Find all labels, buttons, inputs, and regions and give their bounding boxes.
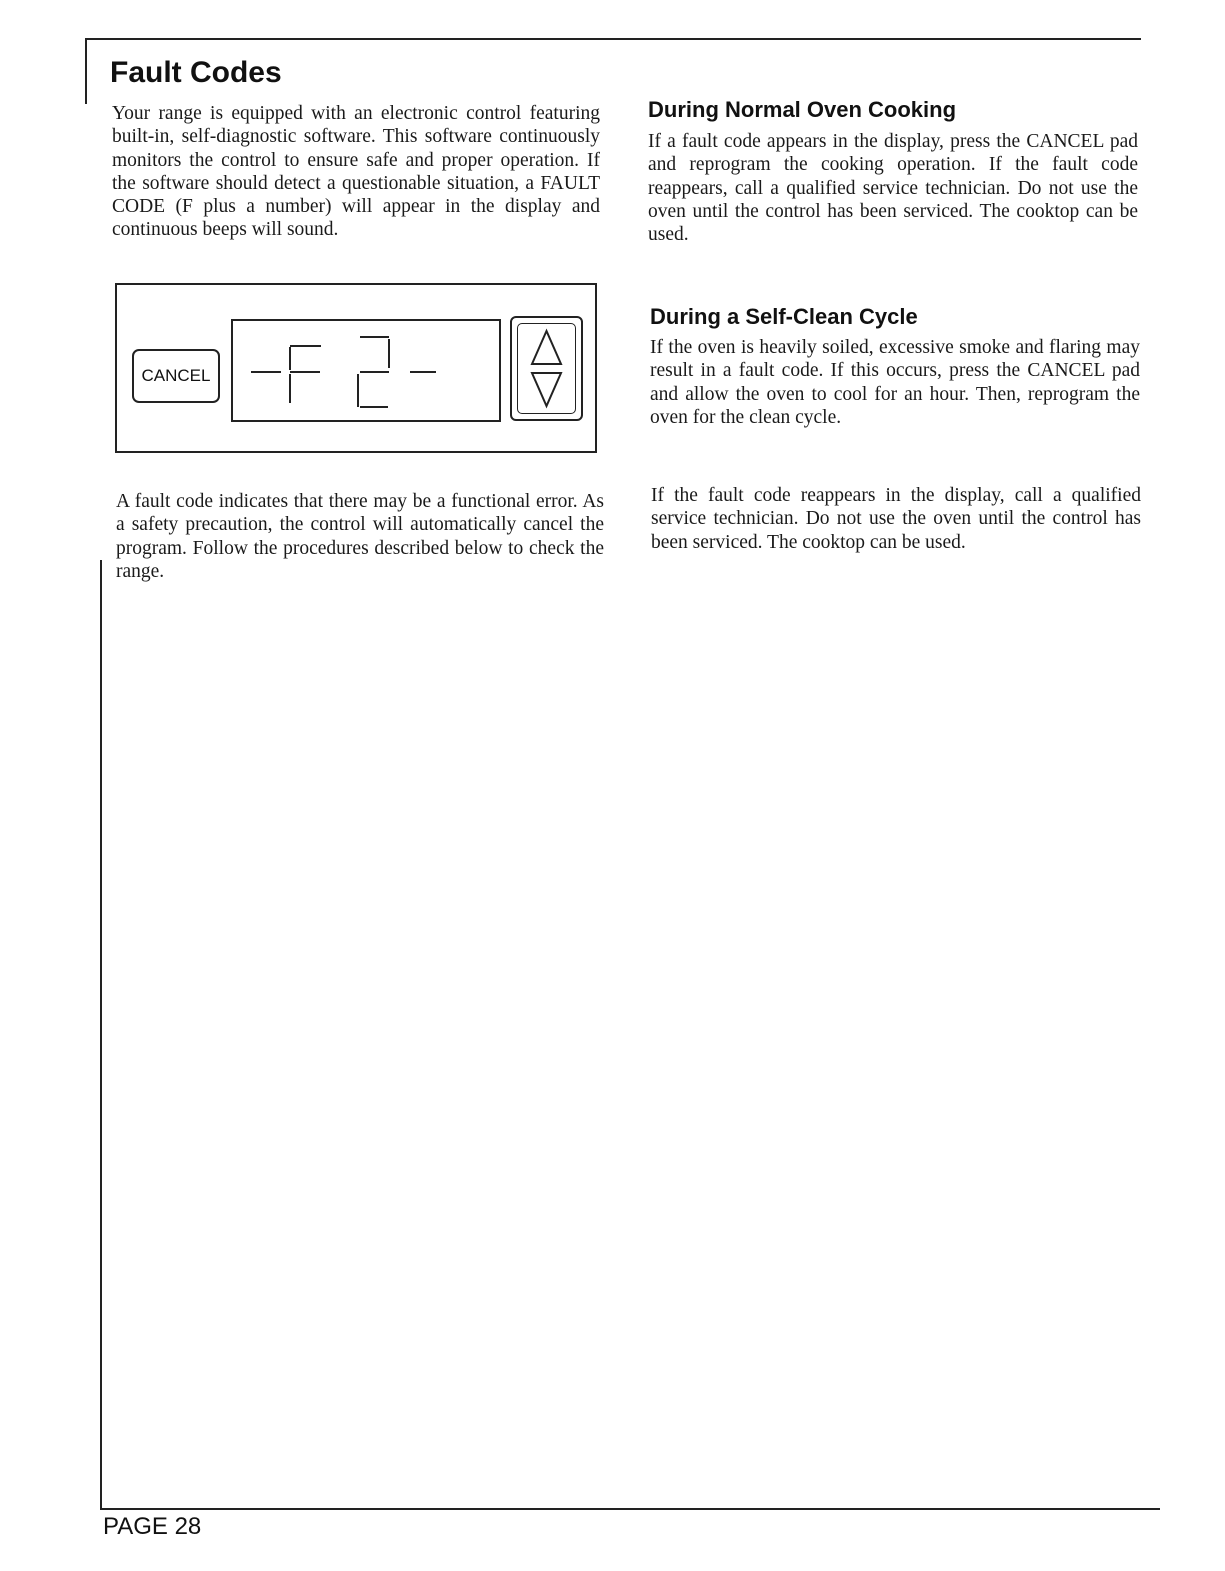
normal-cooking-heading: During Normal Oven Cooking xyxy=(648,97,957,122)
left-rule-upper xyxy=(85,38,87,104)
bottom-rule xyxy=(100,1508,1160,1510)
down-arrow-icon[interactable] xyxy=(532,373,561,406)
self-clean-followup-paragraph: If the fault code reappears in the display, call a qualified service technician. Do not use the oven until the control has been serviced. The cooktop can be used. xyxy=(651,485,1141,553)
normal-cooking-paragraph: If a fault code appears in the display, press the CANCEL pad and reprogram the cooking operation. If the fault code reappears, call a qualified service technician. Do not use the oven until the control has been serviced. The cooktop can be used. xyxy=(648,131,1138,246)
self-clean-heading: During a Self-Clean Cycle xyxy=(650,304,918,329)
arrow-pad xyxy=(510,316,583,421)
fault-explanation-paragraph: A fault code indicates that there may be a functional error. As a safety precaution, the control will automatically cancel the program. Follow the procedures described below to check the range. xyxy=(116,491,604,582)
fault-code-display xyxy=(231,319,501,422)
cancel-pad[interactable]: CANCEL xyxy=(132,349,220,403)
page-title: Fault Codes xyxy=(110,56,282,89)
intro-paragraph: Your range is equipped with an electronic control featuring built-in, self-diagnostic software. This software continuously monitors the control to ensure safe and proper operation. If the software should detect a questionable situation, a FAULT CODE (F plus a number) will appear in the display and continuous beeps will sound. xyxy=(112,103,600,241)
left-rule-lower xyxy=(100,560,102,1510)
up-arrow-icon[interactable] xyxy=(532,331,561,364)
top-rule xyxy=(85,38,1141,40)
control-panel-illustration xyxy=(115,283,597,453)
arrow-pad-inner xyxy=(517,323,576,414)
page-number: PAGE 28 xyxy=(103,1513,202,1540)
self-clean-paragraph: If the oven is heavily soiled, excessive smoke and flaring may result in a fault code. If this occurs, press the CANCEL pad and allow the oven to cool for an hour. Then, reprogram the oven for the clean cycle. xyxy=(650,337,1140,428)
seven-segment-readout xyxy=(233,321,499,420)
